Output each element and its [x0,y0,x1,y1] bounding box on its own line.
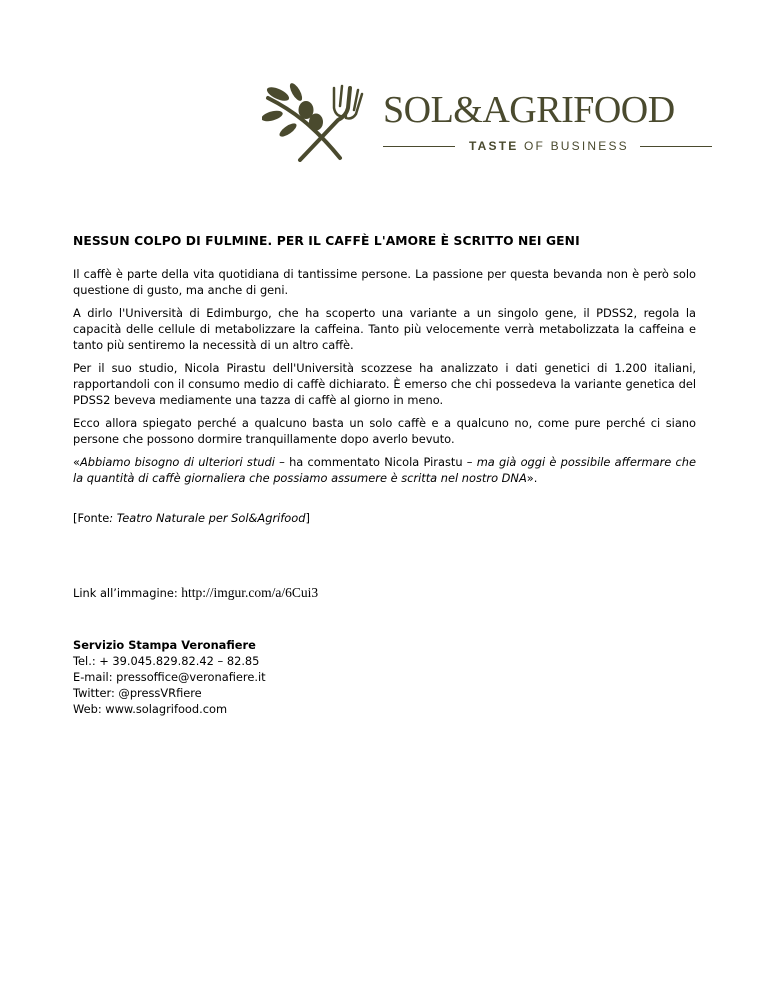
quote-open: « [73,455,80,469]
source-credit [73,511,696,525]
brand-logo [262,80,717,162]
tagline-bold: TASTE [469,139,519,153]
contact-twitter[interactable]: Twitter: @pressVRfiere [73,686,202,700]
image-link-label: Link all’immagine: [73,586,182,600]
brand-tagline [469,139,629,153]
paragraph-1: Il caffè è parte della vita quotidiana di tantissime persone. La passione per questa bevanda non è però solo questione di gusto, ma anche di geni. [73,267,696,297]
contact-tel: Tel.: + 39.045.829.82.42 – 82.85 [73,654,260,668]
source-prefix: [Fonte [73,511,110,525]
olive-fork-icon [262,80,372,162]
quote-italic-1: Abbiamo bisogno di ulteriori studi [79,455,275,469]
tagline-rule-left [383,146,455,147]
paragraph-2: A dirlo l'Università di Edimburgo, che ha scoperto una variante a un singolo gene, il PDSS2, regola la capacità delle cellule di metabolizzare la caffeina. Tanto più velocemente verrà metabolizzata la caffeina e tanto più sentiremo la necessità di un altro caffè. [73,306,696,352]
source-suffix: ] [305,511,310,525]
quote-attribution: – ha commentato Nicola Pirastu – [274,455,477,469]
quote-close: ». [526,471,538,485]
contact-email[interactable]: E-mail: pressoffice@veronafiere.it [73,670,266,684]
tagline-rule-right [640,146,712,147]
paragraph-3: Per il suo studio, Nicola Pirastu dell'Università scozzese ha analizzato i dati genetici di 1.200 italiani, rapportandoli con il consumo medio di caffè dichiarato. È emerso che chi possedeva la variante genetica del PDSS2 beveva mediamente una tazza di caffè al giorno in meno. [73,361,696,407]
contact-web[interactable]: Web: www.solagrifood.com [73,702,228,716]
contacts-heading: Servizio Stampa Veronafiere [73,638,256,652]
press-release [73,234,696,717]
image-link-url[interactable]: http://imgur.com/a/6Cui3 [181,585,319,600]
source-italic: : Teatro Naturale per Sol&Agrifood [109,511,306,525]
tagline-rest: OF BUSINESS [518,139,629,153]
brand-name: SOL&AGRIFOOD [383,89,675,131]
image-link-line [73,585,696,601]
paragraph-4: Ecco allora spiegato perché a qualcuno basta un solo caffè e a qualcuno no, come pure perché ci siano persone che possono dormire tranquillamente dopo averlo bevuto. [73,416,696,446]
quote-paragraph [73,454,696,486]
quote-italic-2: ma già oggi è possibile affermare che la quantità di caffè giornaliera che possiamo assumere è scritta nel nostro DNA [73,455,696,485]
article-title: NESSUN COLPO DI FULMINE. PER IL CAFFÈ L'AMORE È SCRITTO NEI GENI [73,234,580,248]
press-contacts [73,637,696,717]
